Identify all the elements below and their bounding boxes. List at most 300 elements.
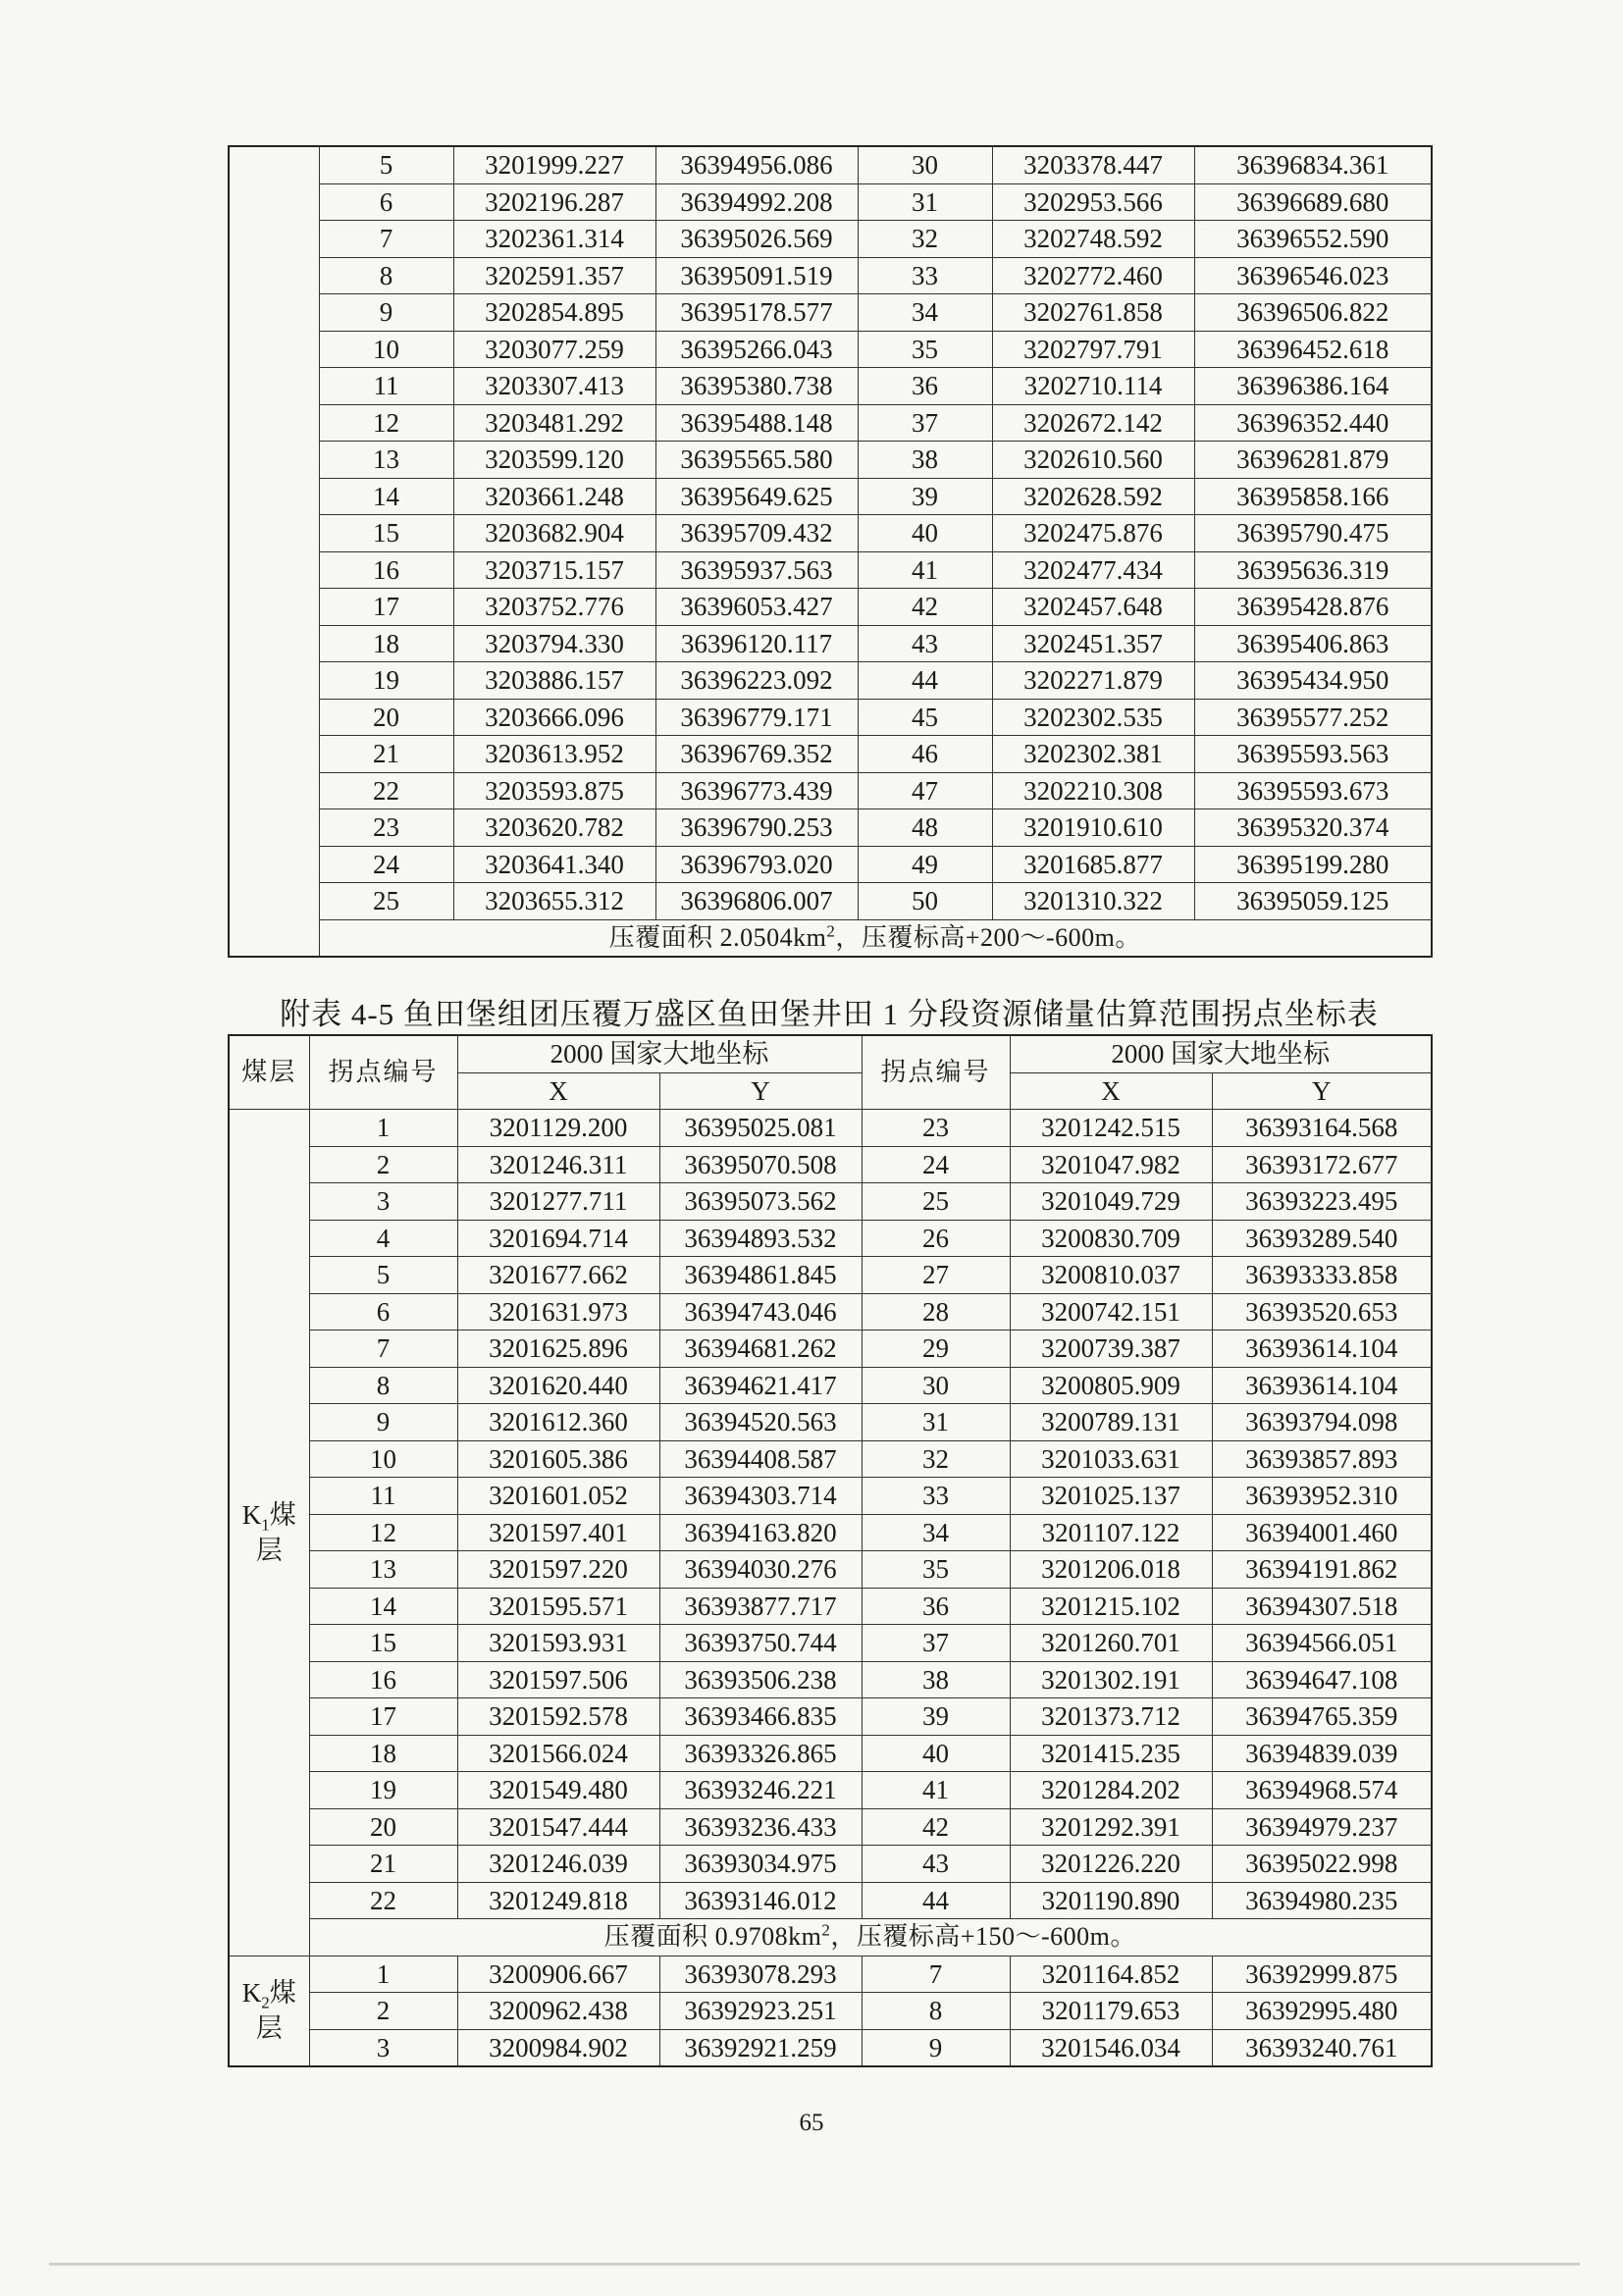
- point-no-right-cell: 32: [858, 221, 992, 258]
- y-left-cell: 36396793.020: [655, 846, 858, 883]
- x-right-cell: 3201206.018: [1010, 1551, 1212, 1589]
- table-row: [229, 809, 1432, 847]
- y-left-cell: 36394621.417: [659, 1367, 862, 1404]
- point-no-left-cell: 5: [309, 1257, 457, 1294]
- x-right-cell: 3201033.631: [1010, 1440, 1212, 1478]
- y-header-left: Y: [659, 1072, 862, 1110]
- header-row-1: [229, 1035, 1432, 1072]
- y-left-cell: 36394030.276: [659, 1551, 862, 1589]
- x-left-cell: 3203641.340: [453, 846, 655, 883]
- y-right-cell: 36393333.858: [1212, 1257, 1432, 1294]
- y-right-cell: 36393289.540: [1212, 1220, 1432, 1257]
- seam-k2-label: [229, 1956, 309, 2066]
- point-no-left-cell: 20: [319, 699, 453, 736]
- y-left-cell: 36394303.714: [659, 1478, 862, 1515]
- y-left-cell: 36392921.259: [659, 2029, 862, 2066]
- point-no-right-cell: 40: [862, 1735, 1010, 1772]
- table-row: [229, 1661, 1432, 1698]
- x-right-cell: 3202628.592: [992, 478, 1194, 515]
- x-left-cell: 3201246.039: [457, 1846, 659, 1883]
- x-left-cell: 3201597.506: [457, 1661, 659, 1698]
- x-right-cell: 3201190.890: [1010, 1882, 1212, 1919]
- point-no-right-cell: 44: [858, 662, 992, 700]
- x-right-cell: 3203378.447: [992, 146, 1194, 183]
- x-right-cell: 3200742.151: [1010, 1293, 1212, 1331]
- table-row: [229, 1993, 1432, 2030]
- x-left-cell: 3203715.157: [453, 551, 655, 589]
- y-right-cell: 36392995.480: [1212, 1993, 1432, 2030]
- point-no-right-cell: 39: [862, 1698, 1010, 1736]
- y-left-cell: 36393466.835: [659, 1698, 862, 1736]
- point-no-right-cell: 32: [862, 1440, 1010, 1478]
- x-left-cell: 3203613.952: [453, 736, 655, 773]
- x-right-cell: 3200810.037: [1010, 1257, 1212, 1294]
- y-right-cell: 36396352.440: [1194, 404, 1432, 442]
- x-left-cell: 3203077.259: [453, 331, 655, 368]
- x-right-cell: 3201025.137: [1010, 1478, 1212, 1515]
- x-left-cell: 3203661.248: [453, 478, 655, 515]
- point-no-left-cell: 13: [309, 1551, 457, 1589]
- point-no-right-cell: 37: [858, 404, 992, 442]
- seam-suffix: 煤层: [255, 1978, 296, 2044]
- x-left-cell: 3201246.311: [457, 1146, 659, 1183]
- table-row: [229, 368, 1432, 405]
- table-row: [229, 1625, 1432, 1662]
- x-left-cell: 3203599.120: [453, 442, 655, 479]
- point-no-right-cell: 33: [858, 257, 992, 294]
- table-row: [229, 1220, 1432, 1257]
- table-caption: 附表 4-5 鱼田堡组团压覆万盛区鱼田堡井田 1 分段资源储量估算范围拐点坐标表: [280, 997, 1379, 1031]
- point-no-left-cell: 12: [319, 404, 453, 442]
- point-no-left-cell: 10: [319, 331, 453, 368]
- y-left-cell: 36394163.820: [659, 1514, 862, 1551]
- point-no-left-cell: 22: [319, 772, 453, 809]
- point-no-right-cell: 45: [858, 699, 992, 736]
- x-right-cell: 3200805.909: [1010, 1367, 1212, 1404]
- x-right-cell: 3201215.102: [1010, 1588, 1212, 1625]
- y-right-cell: 36394566.051: [1212, 1625, 1432, 1662]
- y-right-cell: 36393240.761: [1212, 2029, 1432, 2066]
- table-row: [229, 442, 1432, 479]
- x-right-cell: 3202477.434: [992, 551, 1194, 589]
- point-no-right-cell: 42: [862, 1808, 1010, 1846]
- seam-letter: K: [241, 1978, 262, 2009]
- table-row: [229, 257, 1432, 294]
- table-row: [229, 1882, 1432, 1919]
- y-left-cell: 36395025.081: [659, 1110, 862, 1147]
- x-right-cell: 3201685.877: [992, 846, 1194, 883]
- coord-system-header-left: 2000 国家大地坐标: [457, 1035, 862, 1072]
- point-no-left-cell: 14: [309, 1588, 457, 1625]
- x-right-cell: 3202451.357: [992, 625, 1194, 662]
- x-right-cell: 3202748.592: [992, 221, 1194, 258]
- table-row: [229, 1183, 1432, 1221]
- y-right-cell: 36394001.460: [1212, 1514, 1432, 1551]
- x-left-cell: 3203666.096: [453, 699, 655, 736]
- y-right-cell: 36395199.280: [1194, 846, 1432, 883]
- table-row: [229, 1588, 1432, 1625]
- x-right-cell: 3201310.322: [992, 883, 1194, 920]
- y-right-cell: 36395593.673: [1194, 772, 1432, 809]
- point-no-right-cell: 36: [862, 1588, 1010, 1625]
- x-left-cell: 3203655.312: [453, 883, 655, 920]
- point-no-right-cell: 43: [862, 1846, 1010, 1883]
- x-right-cell: 3200830.709: [1010, 1220, 1212, 1257]
- point-no-right-cell: 27: [862, 1257, 1010, 1294]
- point-no-left-cell: 8: [319, 257, 453, 294]
- point-no-left-cell: 19: [319, 662, 453, 700]
- point-no-left-cell: 10: [309, 1440, 457, 1478]
- x-left-cell: 3200906.667: [457, 1956, 659, 1993]
- x-left-cell: 3201547.444: [457, 1808, 659, 1846]
- point-no-right-cell: 9: [862, 2029, 1010, 2066]
- x-left-cell: 3201129.200: [457, 1110, 659, 1147]
- y-right-cell: 36395406.863: [1194, 625, 1432, 662]
- y-left-cell: 36395073.562: [659, 1183, 862, 1221]
- point-no-right-cell: 38: [862, 1661, 1010, 1698]
- y-left-cell: 36395380.738: [655, 368, 858, 405]
- table-row: [229, 1367, 1432, 1404]
- point-no-left-cell: 21: [309, 1846, 457, 1883]
- y-right-cell: 36393172.677: [1212, 1146, 1432, 1183]
- y-left-cell: 36394520.563: [659, 1404, 862, 1441]
- x-right-cell: 3201179.653: [1010, 1993, 1212, 2030]
- y-left-cell: 36395937.563: [655, 551, 858, 589]
- x-left-cell: 3201605.386: [457, 1440, 659, 1478]
- y-right-cell: 36395428.876: [1194, 589, 1432, 626]
- note-text-tail: ，压覆标高+150～-600m。: [830, 1922, 1136, 1951]
- point-no-left-cell: 3: [309, 1183, 457, 1221]
- point-no-right-cell: 50: [858, 883, 992, 920]
- y-right-cell: 36393614.104: [1212, 1367, 1432, 1404]
- point-no-left-cell: 23: [319, 809, 453, 847]
- point-no-right-cell: 44: [862, 1882, 1010, 1919]
- y-left-cell: 36392923.251: [659, 1993, 862, 2030]
- y-left-cell: 36393034.975: [659, 1846, 862, 1883]
- y-left-cell: 36393246.221: [659, 1772, 862, 1809]
- point-no-left-cell: 4: [309, 1220, 457, 1257]
- y-left-cell: 36395091.519: [655, 257, 858, 294]
- table-row: [229, 2029, 1432, 2066]
- x-right-cell: 3201164.852: [1010, 1956, 1212, 1993]
- point-no-left-cell: 12: [309, 1514, 457, 1551]
- y-right-cell: 36395059.125: [1194, 883, 1432, 920]
- table-row: [229, 736, 1432, 773]
- summary-row: [229, 919, 1432, 957]
- x-right-cell: 3201260.701: [1010, 1625, 1212, 1662]
- y-right-cell: 36393794.098: [1212, 1404, 1432, 1441]
- point-no-right-cell: 24: [862, 1146, 1010, 1183]
- table-row: [229, 883, 1432, 920]
- table-row: [229, 1698, 1432, 1736]
- point-no-left-cell: 18: [319, 625, 453, 662]
- y-right-cell: 36396506.822: [1194, 294, 1432, 332]
- table-row: [229, 1110, 1432, 1147]
- point-no-left-cell: 6: [309, 1293, 457, 1331]
- point-no-left-cell: 19: [309, 1772, 457, 1809]
- seam-letter: K: [241, 1499, 262, 1530]
- x-left-cell: 3202196.287: [453, 183, 655, 221]
- point-no-left-cell: 6: [319, 183, 453, 221]
- point-no-right-cell: 46: [858, 736, 992, 773]
- note-text: 压覆面积 0.9708km: [603, 1922, 822, 1951]
- point-no-right-cell: 25: [862, 1183, 1010, 1221]
- table-row: [229, 221, 1432, 258]
- point-no-right-cell: 23: [862, 1110, 1010, 1147]
- note-text-tail: ，压覆标高+200～-600m。: [835, 922, 1141, 952]
- table-row: [229, 1551, 1432, 1589]
- y-left-cell: 36394743.046: [659, 1293, 862, 1331]
- point-no-right-cell: 36: [858, 368, 992, 405]
- point-no-left-cell: 7: [309, 1331, 457, 1368]
- x-header-left: X: [457, 1072, 659, 1110]
- y-right-cell: 36394839.039: [1212, 1735, 1432, 1772]
- y-right-cell: 36396546.023: [1194, 257, 1432, 294]
- x-right-cell: 3202302.535: [992, 699, 1194, 736]
- y-right-cell: 36395858.166: [1194, 478, 1432, 515]
- point-no-left-cell: 8: [309, 1367, 457, 1404]
- point-no-left-cell: 11: [319, 368, 453, 405]
- x-right-cell: 3201910.610: [992, 809, 1194, 847]
- x-left-cell: 3201612.360: [457, 1404, 659, 1441]
- x-right-cell: 3201302.191: [1010, 1661, 1212, 1698]
- table-row: [229, 146, 1432, 183]
- x-right-cell: 3201107.122: [1010, 1514, 1212, 1551]
- x-left-cell: 3201597.220: [457, 1551, 659, 1589]
- x-right-cell: 3200739.387: [1010, 1331, 1212, 1368]
- y-left-cell: 36395565.580: [655, 442, 858, 479]
- y-right-cell: 36393223.495: [1212, 1183, 1432, 1221]
- x-right-cell: 3201047.982: [1010, 1146, 1212, 1183]
- point-no-left-cell: 15: [309, 1625, 457, 1662]
- y-left-cell: 36396779.171: [655, 699, 858, 736]
- point-no-right-cell: 49: [858, 846, 992, 883]
- y-left-cell: 36396790.253: [655, 809, 858, 847]
- y-left-cell: 36396053.427: [655, 589, 858, 626]
- coord-system-header-right: 2000 国家大地坐标: [1010, 1035, 1432, 1072]
- table-row: [229, 404, 1432, 442]
- y-right-cell: 36394647.108: [1212, 1661, 1432, 1698]
- x-left-cell: 3202591.357: [453, 257, 655, 294]
- y-left-cell: 36394893.532: [659, 1220, 862, 1257]
- point-no-right-cell: 40: [858, 515, 992, 552]
- y-left-cell: 36395488.148: [655, 404, 858, 442]
- y-left-cell: 36395709.432: [655, 515, 858, 552]
- x-left-cell: 3201631.973: [457, 1293, 659, 1331]
- point-no-left-cell: 9: [319, 294, 453, 332]
- scan-edge-line: [49, 2263, 1580, 2266]
- point-no-right-cell: 28: [862, 1293, 1010, 1331]
- x-left-cell: 3203620.782: [453, 809, 655, 847]
- y-left-cell: 36396769.352: [655, 736, 858, 773]
- x-left-cell: 3201625.896: [457, 1331, 659, 1368]
- seam-subscript: 1: [261, 1515, 270, 1535]
- x-right-cell: 3201242.515: [1010, 1110, 1212, 1147]
- x-left-cell: 3201249.818: [457, 1882, 659, 1919]
- point-no-left-cell: 25: [319, 883, 453, 920]
- y-right-cell: 36396281.879: [1194, 442, 1432, 479]
- y-left-cell: 36395649.625: [655, 478, 858, 515]
- y-right-cell: 36395790.475: [1194, 515, 1432, 552]
- x-left-cell: 3203752.776: [453, 589, 655, 626]
- x-right-cell: 3201546.034: [1010, 2029, 1212, 2066]
- point-no-left-cell: 3: [309, 2029, 457, 2066]
- x-right-cell: 3202271.879: [992, 662, 1194, 700]
- x-left-cell: 3203593.875: [453, 772, 655, 809]
- point-no-right-cell: 37: [862, 1625, 1010, 1662]
- x-left-cell: 3203481.292: [453, 404, 655, 442]
- point-no-right-cell: 7: [862, 1956, 1010, 1993]
- x-left-cell: 3203794.330: [453, 625, 655, 662]
- x-left-cell: 3201595.571: [457, 1588, 659, 1625]
- page-number: 65: [799, 2110, 824, 2136]
- x-left-cell: 3201999.227: [453, 146, 655, 183]
- table-row: [229, 1956, 1432, 1993]
- point-no-right-cell: 41: [862, 1772, 1010, 1809]
- table-row: [229, 625, 1432, 662]
- table-row: [229, 662, 1432, 700]
- x-right-cell: 3202797.791: [992, 331, 1194, 368]
- y-right-cell: 36393164.568: [1212, 1110, 1432, 1147]
- x-right-cell: 3202302.381: [992, 736, 1194, 773]
- y-right-cell: 36396689.680: [1194, 183, 1432, 221]
- x-right-cell: 3202457.648: [992, 589, 1194, 626]
- table-row: [229, 1772, 1432, 1809]
- x-right-cell: 3201226.220: [1010, 1846, 1212, 1883]
- y-left-cell: 36393877.717: [659, 1588, 862, 1625]
- point-no-left-cell: 2: [309, 1993, 457, 2030]
- y-left-cell: 36393146.012: [659, 1882, 862, 1919]
- point-no-left-cell: 16: [319, 551, 453, 589]
- x-right-cell: 3201284.202: [1010, 1772, 1212, 1809]
- y-right-cell: 36393614.104: [1212, 1331, 1432, 1368]
- x-right-cell: 3202672.142: [992, 404, 1194, 442]
- note-text: 压覆面积 2.0504km: [608, 922, 827, 952]
- y-left-cell: 36395266.043: [655, 331, 858, 368]
- point-no-right-cell: 41: [858, 551, 992, 589]
- y-left-cell: 36395070.508: [659, 1146, 862, 1183]
- point-no-right-cell: 33: [862, 1478, 1010, 1515]
- y-right-cell: 36393857.893: [1212, 1440, 1432, 1478]
- point-no-left-cell: 5: [319, 146, 453, 183]
- coordinate-table-continued: [228, 145, 1433, 958]
- point-no-left-cell: 17: [309, 1698, 457, 1736]
- y-left-cell: 36394956.086: [655, 146, 858, 183]
- coordinate-table-4-5: [228, 1034, 1433, 2067]
- point-no-right-cell: 31: [858, 183, 992, 221]
- y-right-cell: 36395434.950: [1194, 662, 1432, 700]
- point-no-right-cell: 34: [858, 294, 992, 332]
- x-right-cell: 3202710.114: [992, 368, 1194, 405]
- x-right-cell: 3201415.235: [1010, 1735, 1212, 1772]
- table-row: [229, 1846, 1432, 1883]
- x-left-cell: 3201549.480: [457, 1772, 659, 1809]
- x-right-cell: 3202953.566: [992, 183, 1194, 221]
- y-left-cell: 36393236.433: [659, 1808, 862, 1846]
- seam-suffix: 煤层: [255, 1499, 296, 1565]
- point-no-left-cell: 17: [319, 589, 453, 626]
- point-no-right-cell: 30: [858, 146, 992, 183]
- x-left-cell: 3203307.413: [453, 368, 655, 405]
- seam-subscript: 2: [261, 1993, 270, 2012]
- x-right-cell: 3201373.712: [1010, 1698, 1212, 1736]
- seam-header: 煤层: [229, 1035, 309, 1110]
- y-left-cell: 36395026.569: [655, 221, 858, 258]
- point-no-left-cell: 2: [309, 1146, 457, 1183]
- x-left-cell: 3201593.931: [457, 1625, 659, 1662]
- y-left-cell: 36394408.587: [659, 1440, 862, 1478]
- table-row: [229, 1514, 1432, 1551]
- y-right-cell: 36394191.862: [1212, 1551, 1432, 1589]
- point-no-right-cell: 34: [862, 1514, 1010, 1551]
- x-right-cell: 3200789.131: [1010, 1404, 1212, 1441]
- x-left-cell: 3203682.904: [453, 515, 655, 552]
- y-right-cell: 36395320.374: [1194, 809, 1432, 847]
- point-no-right-cell: 30: [862, 1367, 1010, 1404]
- point-no-left-cell: 20: [309, 1808, 457, 1846]
- y-left-cell: 36394992.208: [655, 183, 858, 221]
- x-left-cell: 3201277.711: [457, 1183, 659, 1221]
- table-row: [229, 1478, 1432, 1515]
- table-row: [229, 515, 1432, 552]
- y-right-cell: 36394307.518: [1212, 1588, 1432, 1625]
- point-no-left-cell: 24: [319, 846, 453, 883]
- x-right-cell: 3202210.308: [992, 772, 1194, 809]
- table-row: [229, 772, 1432, 809]
- y-left-cell: 36396773.439: [655, 772, 858, 809]
- point-no-right-cell: 29: [862, 1331, 1010, 1368]
- x-left-cell: 3201694.714: [457, 1220, 659, 1257]
- table-row: [229, 294, 1432, 332]
- y-right-cell: 36396452.618: [1194, 331, 1432, 368]
- table-row: [229, 1404, 1432, 1441]
- y-right-cell: 36396552.590: [1194, 221, 1432, 258]
- y-left-cell: 36396120.117: [655, 625, 858, 662]
- y-right-cell: 36394765.359: [1212, 1698, 1432, 1736]
- table-row: [229, 331, 1432, 368]
- y-left-cell: 36395178.577: [655, 294, 858, 332]
- seam-k1-label: [229, 1110, 309, 1957]
- x-left-cell: 3203886.157: [453, 662, 655, 700]
- table-row: [229, 551, 1432, 589]
- y-left-cell: 36394861.845: [659, 1257, 862, 1294]
- x-right-cell: 3202475.876: [992, 515, 1194, 552]
- y-left-cell: 36394681.262: [659, 1331, 862, 1368]
- point-no-right-cell: 42: [858, 589, 992, 626]
- x-left-cell: 3201620.440: [457, 1367, 659, 1404]
- y-header-right: Y: [1212, 1072, 1432, 1110]
- x-left-cell: 3201597.401: [457, 1514, 659, 1551]
- point-no-left-cell: 9: [309, 1404, 457, 1441]
- point-no-left-cell: 16: [309, 1661, 457, 1698]
- y-right-cell: 36393952.310: [1212, 1478, 1432, 1515]
- y-right-cell: 36392999.875: [1212, 1956, 1432, 1993]
- point-no-left-cell: 14: [319, 478, 453, 515]
- table-row: [229, 699, 1432, 736]
- summary-row: [229, 1919, 1432, 1957]
- x-left-cell: 3201677.662: [457, 1257, 659, 1294]
- y-right-cell: 36393520.653: [1212, 1293, 1432, 1331]
- y-left-cell: 36396223.092: [655, 662, 858, 700]
- x-left-cell: 3202361.314: [453, 221, 655, 258]
- point-no-left-cell: 22: [309, 1882, 457, 1919]
- table-row: [229, 1735, 1432, 1772]
- note-superscript: 2: [826, 920, 836, 940]
- x-right-cell: 3201292.391: [1010, 1808, 1212, 1846]
- point-no-right-cell: 35: [862, 1551, 1010, 1589]
- x-left-cell: 3201592.578: [457, 1698, 659, 1736]
- summary-note: [309, 1919, 1432, 1957]
